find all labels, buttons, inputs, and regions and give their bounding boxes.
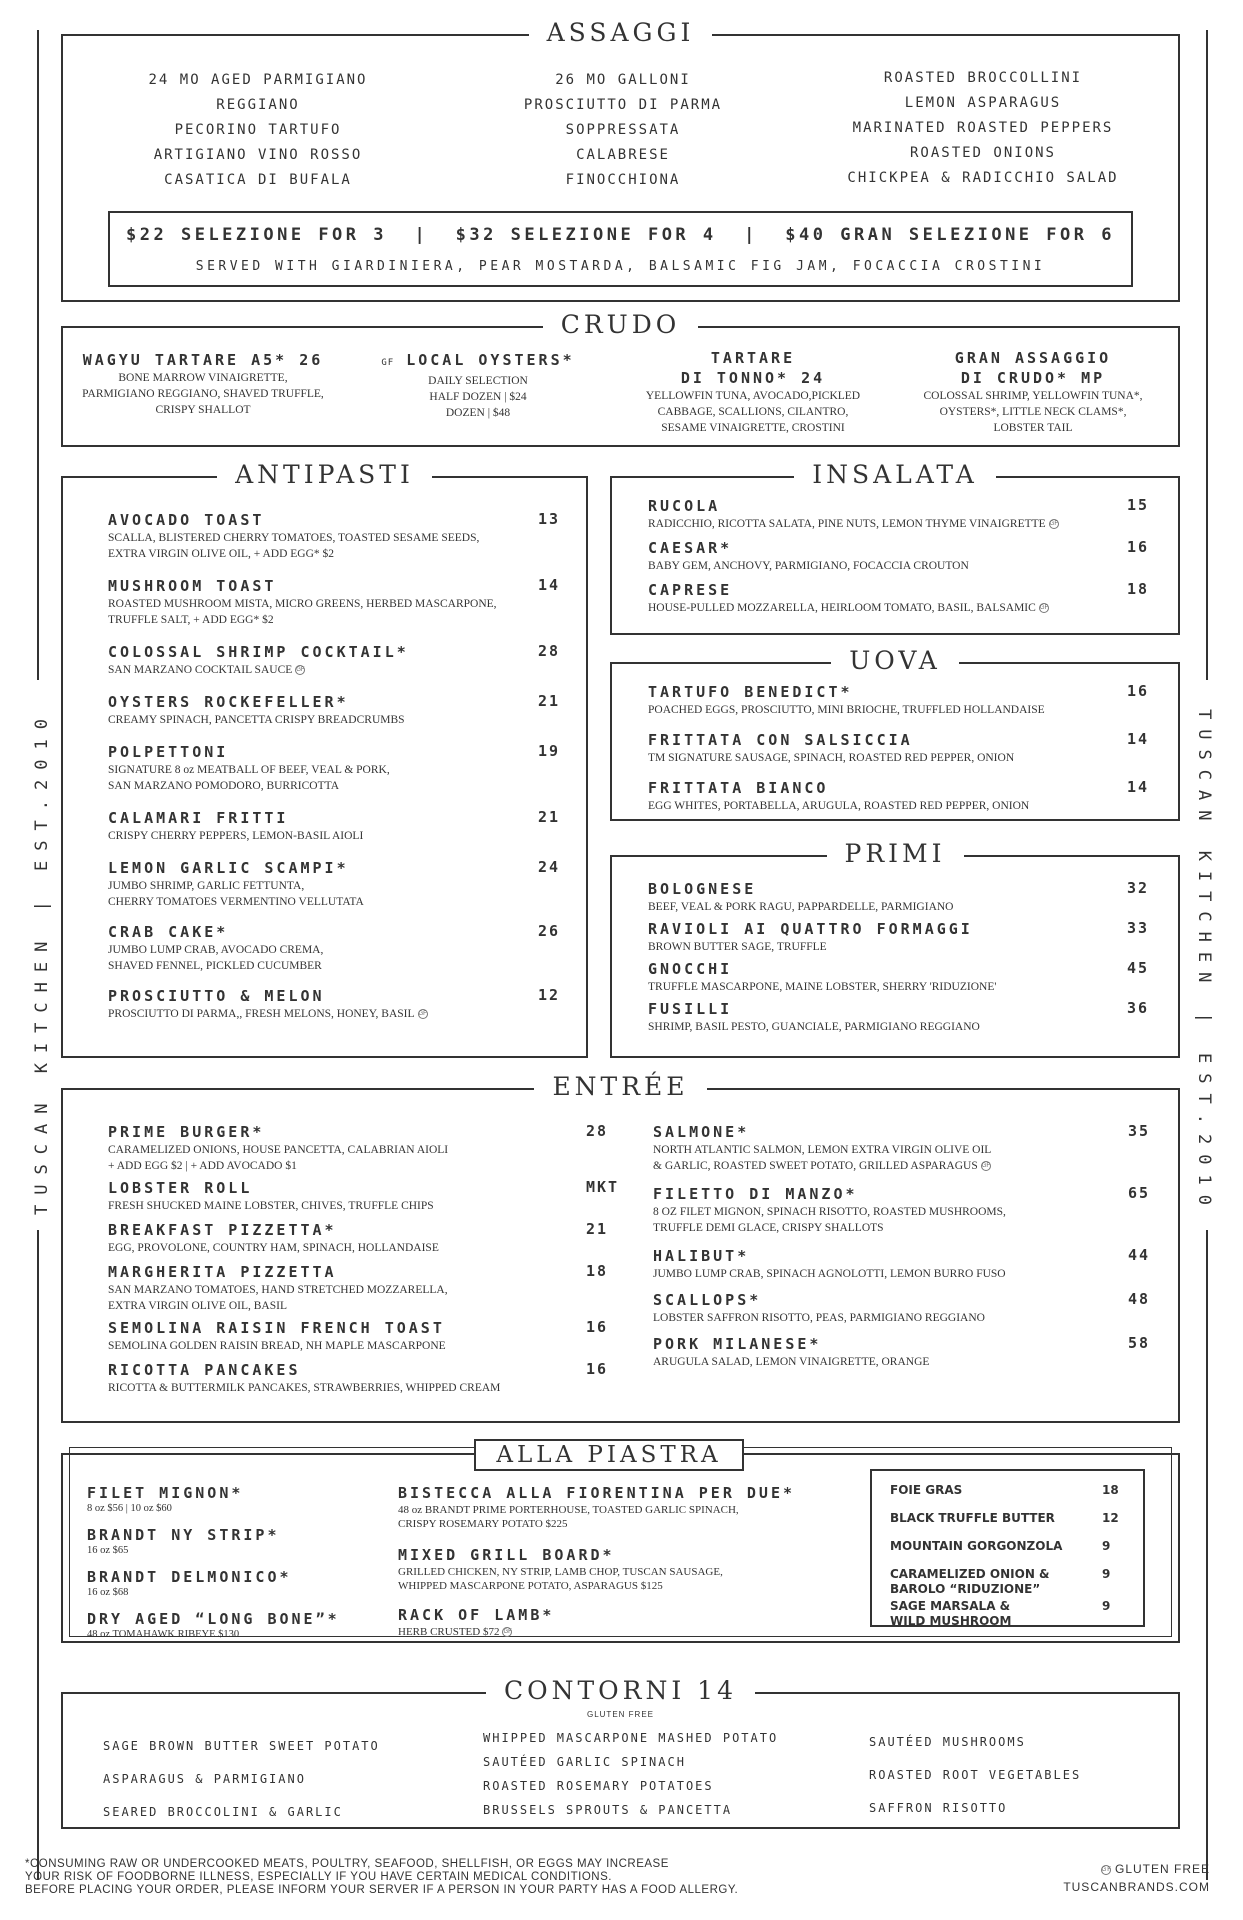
side-text-left: TUSCAN KITCHEN | EST.2010 [32, 709, 52, 1215]
piastra-steak: BRANDT DELMONICO* 16 oz $68 [87, 1568, 292, 1598]
item-price: 35 [1128, 1122, 1151, 1140]
primi-item: RAVIOLI AI QUATTRO FORMAGGI BROWN BUTTER SAGE, TRUFFLE [648, 920, 973, 953]
assaggi-meat-list [473, 68, 773, 193]
primi-section [610, 839, 1180, 1058]
list-item: MARINATED ROASTED PEPPERS [852, 120, 1114, 136]
assaggi-selection-box [108, 211, 1133, 287]
item-price: 21 [538, 808, 561, 826]
entree-item: SALMONE* NORTH ATLANTIC SALMON, LEMON EXTRA VIRGIN OLIVE OIL & GARLIC, ROASTED SWEET POTATO, GRILLED ASPARAGUS GF [653, 1123, 992, 1172]
antipasti-title: ANTIPASTI [217, 460, 432, 489]
list-item: SAUTÉED GARLIC SPINACH [483, 1755, 686, 1769]
item-price: 18 [586, 1262, 609, 1280]
list-item: PROSCIUTTO DI PARMA [523, 97, 723, 113]
item-price: 12 [538, 986, 561, 1004]
left-rail-top [37, 30, 39, 680]
list-item: ROASTED ROOT VEGETABLES [869, 1768, 1082, 1782]
antipasti-item: COLOSSAL SHRIMP COCKTAIL* SAN MARZANO COCKTAIL SAUCE GF [108, 643, 409, 676]
entree-item: PRIME BURGER* CARAMELIZED ONIONS, HOUSE PANCETTA, CALABRIAN AIOLI + ADD EGG $2 | + ADD AVOCADO $1 [108, 1123, 449, 1172]
piastra-addons-box [870, 1469, 1145, 1627]
antipasti-item: CALAMARI FRITTI CRISPY CHERRY PEPPERS, LEMON-BASIL AIOLI [108, 809, 364, 842]
piastra-feature: RACK OF LAMB* HERB CRUSTED $72 GF [398, 1606, 555, 1638]
footer-disclaimer: *CONSUMING RAW OR UNDERCOOKED MEATS, POULTRY, SEAFOOD, SHELLFISH, OR EGGS MAY INCREASE YOUR RISK OF FOODBORNE ILLNESS, ESPECIALLY IF YOU HAVE CERTAIN MEDICAL CONDITIONS. BEFORE PLACING YOUR ORDER, PLEASE INFORM YOUR SERVER IF A PERSON IN YOUR PARTY HAS A FOOD ALLERGY. [25, 1858, 739, 1896]
insalata-item: RUCOLA RADICCHIO, RICOTTA SALATA, PINE NUTS, LEMON THYME VINAIGRETTE GF [648, 497, 1059, 530]
item-name-line2: DI TONNO* 24 [680, 369, 826, 387]
list-item: ROASTED ROSEMARY POTATOES [483, 1779, 714, 1793]
list-item: BRUSSELS SPROUTS & PANCETTA [483, 1803, 733, 1817]
item-price: 44 [1128, 1246, 1151, 1264]
selection-prices: $22 SELEZIONE FOR 3 | $32 SELEZIONE FOR 4 | $40 GRAN SELEZIONE FOR 6 [126, 225, 1115, 245]
insalata-section [610, 460, 1180, 635]
contorni-subtitle: GLUTEN FREE [586, 1710, 654, 1719]
addon-item: FOIE GRAS [890, 1483, 963, 1497]
item-price: 19 [538, 742, 561, 760]
item-price: 16 [586, 1318, 609, 1336]
insalata-title: INSALATA [794, 460, 996, 489]
list-item: LEMON ASPARAGUS [904, 95, 1062, 111]
gluten-free-label: GLUTEN FREE [1114, 1862, 1210, 1876]
list-item: 24 MO AGED PARMIGIANO REGGIANO [148, 72, 368, 113]
entree-item: SCALLOPS* LOBSTER SAFFRON RISOTTO, PEAS, PARMIGIANO REGGIANO [653, 1291, 985, 1324]
footer-gluten-free-legend [1098, 1862, 1210, 1876]
item-name-line2: DI CRUDO* MP [960, 369, 1106, 387]
list-item: PECORINO TARTUFO [174, 122, 342, 138]
addon-price: 18 [1102, 1483, 1119, 1497]
list-item: ROASTED ONIONS [909, 145, 1056, 161]
entree-item: BREAKFAST PIZZETTA* EGG, PROVOLONE, COUNTRY HAM, SPINACH, HOLLANDAISE [108, 1221, 439, 1254]
footer-website[interactable]: TUSCANBRANDS.COM [1063, 1880, 1210, 1894]
gluten-free-icon: GF [418, 1011, 427, 1018]
uova-item: FRITTATA BIANCO EGG WHITES, PORTABELLA, ARUGULA, ROASTED RED PEPPER, ONION [648, 779, 1030, 812]
entree-item: MARGHERITA PIZZETTA SAN MARZANO TOMATOES, HAND STRETCHED MOZZARELLA, EXTRA VIRGIN OLIVE OIL, BASIL [108, 1263, 448, 1312]
crudo-item-tonno: TARTARE DI TONNO* 24 YELLOWFIN TUNA, AVOCADO,PICKLED CABBAGE, SCALLIONS, CILANTRO, SESAME VINAIGRETTE, CROSTINI [623, 348, 883, 436]
item-price: 14 [1127, 730, 1150, 748]
item-price: 16 [1127, 682, 1150, 700]
entree-item: PORK MILANESE* ARUGULA SALAD, LEMON VINAIGRETTE, ORANGE [653, 1335, 930, 1368]
item-price: 14 [538, 576, 561, 594]
assaggi-title: ASSAGGI [529, 18, 713, 47]
item-price: 65 [1128, 1184, 1151, 1202]
entree-item: FILETTO DI MANZO* 8 OZ FILET MIGNON, SPINACH RISOTTO, ROASTED MUSHROOMS, TRUFFLE DEMI GLACE, CRISPY SHALLOTS [653, 1185, 1006, 1234]
antipasti-item: POLPETTONI SIGNATURE 8 oz MEATBALL OF BEEF, VEAL & PORK, SAN MARZANO POMODORO, BURRICOTTA [108, 743, 390, 792]
entree-title: ENTRÉE [534, 1072, 706, 1101]
uova-title: UOVA [831, 646, 959, 675]
item-price: 21 [586, 1220, 609, 1238]
contorni-col-2 [483, 1726, 803, 1822]
gluten-free-icon: GF [981, 1163, 991, 1170]
piastra-feature: BISTECCA ALLA FIORENTINA PER DUE* 48 oz BRANDT PRIME PORTERHOUSE, TOASTED GARLIC SPINACH, CRISPY ROSEMARY POTATO $225 [398, 1484, 796, 1530]
item-price: 36 [1127, 999, 1150, 1017]
list-item: WHIPPED MASCARPONE MASHED POTATO [483, 1731, 779, 1745]
item-price: 21 [538, 692, 561, 710]
item-price: 28 [586, 1122, 609, 1140]
primi-title: PRIMI [827, 839, 964, 868]
antipasti-item: LEMON GARLIC SCAMPI* JUMBO SHRIMP, GARLIC FETTUNTA, CHERRY TOMATOES VERMENTINO VELLUTATA [108, 859, 364, 908]
addon-item: CARAMELIZED ONION & BAROLO “RIDUZIONE” [890, 1567, 1050, 1596]
entree-item: HALIBUT* JUMBO LUMP CRAB, SPINACH AGNOLOTTI, LEMON BURRO FUSO [653, 1247, 1006, 1280]
primi-item: BOLOGNESE BEEF, VEAL & PORK RAGU, PAPPARDELLE, PARMIGIANO [648, 880, 954, 913]
side-text-right: TUSCAN KITCHEN | EST.2010 [1194, 709, 1214, 1215]
antipasti-section [61, 460, 588, 1058]
item-name: GRAN ASSAGGIO [954, 349, 1112, 367]
antipasti-item: CRAB CAKE* JUMBO LUMP CRAB, AVOCADO CREMA, SHAVED FENNEL, PICKLED CUCUMBER [108, 923, 324, 972]
antipasti-item: MUSHROOM TOAST ROASTED MUSHROOM MISTA, MICRO GREENS, HERBED MASCARPONE, TRUFFLE SALT, + ADD EGG* $2 [108, 577, 497, 626]
entree-item: LOBSTER ROLL FRESH SHUCKED MAINE LOBSTER, CHIVES, TRUFFLE CHIPS [108, 1179, 434, 1212]
gluten-free-icon: GF [296, 667, 305, 674]
contorni-col-3 [869, 1726, 1129, 1825]
crudo-title: CRUDO [543, 310, 699, 339]
crudo-item-wagyu: WAGYU TARTARE A5* 26 BONE MARROW VINAIGRETTE, PARMIGIANO REGGIANO, SHAVED TRUFFLE, CRISPY SHALLOT [63, 350, 343, 418]
right-rail-top [1206, 30, 1208, 680]
item-name: WAGYU TARTARE A5* 26 [82, 351, 324, 369]
item-price: 33 [1127, 919, 1150, 937]
item-price: MKT [586, 1178, 620, 1196]
gluten-free-icon: GF [1039, 605, 1049, 612]
item-name: LOCAL OYSTERS* [406, 351, 575, 369]
gluten-free-icon: GF [1049, 521, 1059, 528]
item-price: 32 [1127, 879, 1150, 897]
list-item: SAUTÉED MUSHROOMS [869, 1735, 1026, 1749]
contorni-section [61, 1676, 1180, 1829]
list-item: SEARED BROCCOLINI & GARLIC [103, 1805, 343, 1819]
piastra-title: ALLA PIASTRA [496, 1442, 722, 1468]
addon-price: 9 [1102, 1539, 1111, 1553]
item-price: 48 [1128, 1290, 1151, 1308]
list-item: CHICKPEA & RADICCHIO SALAD [847, 170, 1119, 186]
primi-item: FUSILLI SHRIMP, BASIL PESTO, GUANCIALE, PARMIGIANO REGGIANO [648, 1000, 980, 1033]
gluten-free-icon: GF [1101, 1866, 1112, 1873]
contorni-col-1 [103, 1730, 403, 1829]
piastra-feature: MIXED GRILL BOARD* GRILLED CHICKEN, NY STRIP, LAMB CHOP, TUSCAN SAUSAGE, WHIPPED MASCARPONE POTATO, ASPARAGUS $125 [398, 1546, 723, 1592]
addon-item: SAGE MARSALA & WILD MUSHROOM [890, 1599, 1012, 1628]
item-price: 26 [538, 922, 561, 940]
crudo-item-gran-assaggio: GRAN ASSAGGIO DI CRUDO* MP COLOSSAL SHRIMP, YELLOWFIN TUNA*, OYSTERS*, LITTLE NECK CLAMS*, LOBSTER TAIL [903, 348, 1163, 436]
insalata-item: CAPRESE HOUSE-PULLED MOZZARELLA, HEIRLOOM TOMATO, BASIL, BALSAMIC GF [648, 581, 1049, 614]
addon-item: BLACK TRUFFLE BUTTER [890, 1511, 1055, 1525]
item-price: 18 [1127, 580, 1150, 598]
gluten-free-icon: GF [503, 1629, 512, 1636]
item-price: 14 [1127, 778, 1150, 796]
item-price: 16 [586, 1360, 609, 1378]
assaggi-vegetable-list [823, 66, 1143, 191]
list-item: SOPPRESSATA [565, 122, 681, 138]
list-item: CASATICA DI BUFALA [164, 172, 352, 188]
entree-item: RICOTTA PANCAKES RICOTTA & BUTTERMILK PANCAKES, STRAWBERRIES, WHIPPED CREAM [108, 1361, 501, 1394]
item-price: 24 [538, 858, 561, 876]
item-name: TARTARE [710, 349, 796, 367]
uova-item: FRITTATA CON SALSICCIA TM SIGNATURE SAUSAGE, SPINACH, ROASTED RED PEPPER, ONION [648, 731, 1015, 764]
antipasti-item: AVOCADO TOAST SCALLA, BLISTERED CHERRY TOMATOES, TOASTED SESAME SEEDS, EXTRA VIRGIN OLIVE OIL, + ADD EGG* $2 [108, 511, 480, 560]
piastra-steak: FILET MIGNON* 8 oz $56 | 10 oz $60 [87, 1484, 244, 1514]
list-item: 26 MO GALLONI [555, 72, 691, 88]
left-rail-bottom [37, 1230, 39, 1880]
item-price: 15 [1127, 496, 1150, 514]
item-price: 45 [1127, 959, 1150, 977]
list-item: ROASTED BROCCOLLINI [883, 70, 1083, 86]
right-rail-bottom [1206, 1230, 1208, 1880]
piastra-steak: DRY AGED “LONG BONE”* 48 oz TOMAHAWK RIBEYE $130 [87, 1610, 340, 1640]
served-with: SERVED WITH GIARDINIERA, PEAR MOSTARDA, BALSAMIC FIG JAM, FOCACCIA CROSTINI [195, 259, 1046, 274]
list-item: FINOCCHIONA [565, 172, 681, 188]
gf-prefix: GF [381, 358, 395, 368]
addon-price: 12 [1102, 1511, 1119, 1525]
antipasti-item: PROSCIUTTO & MELON PROSCIUTTO DI PARMA,, FRESH MELONS, HONEY, BASIL GF [108, 987, 427, 1020]
addon-price: 9 [1102, 1567, 1111, 1581]
contorni-title: CONTORNI 14 [486, 1676, 755, 1705]
list-item: SAFFRON RISOTTO [869, 1801, 1008, 1815]
antipasti-item: OYSTERS ROCKEFELLER* CREAMY SPINACH, PANCETTA CRISPY BREADCRUMBS [108, 693, 405, 726]
list-item: ASPARAGUS & PARMIGIANO [103, 1772, 306, 1786]
list-item: CALABRESE [576, 147, 670, 163]
addon-item: MOUNTAIN GORGONZOLA [890, 1539, 1063, 1553]
insalata-item: CAESAR* BABY GEM, ANCHOVY, PARMIGIANO, FOCACCIA CROUTON [648, 539, 969, 572]
uova-section [610, 646, 1180, 821]
list-item: SAGE BROWN BUTTER SWEET POTATO [103, 1739, 380, 1753]
item-price: 13 [538, 510, 561, 528]
entree-section [61, 1072, 1180, 1423]
list-item: ARTIGIANO VINO ROSSO [153, 147, 363, 163]
entree-item: SEMOLINA RAISIN FRENCH TOAST SEMOLINA GOLDEN RAISIN BREAD, NH MAPLE MASCARPONE [108, 1319, 446, 1352]
item-price: 28 [538, 642, 561, 660]
item-price: 58 [1128, 1334, 1151, 1352]
piastra-steak: BRANDT NY STRIP* 16 oz $65 [87, 1526, 280, 1556]
assaggi-section [61, 18, 1180, 302]
addon-price: 9 [1102, 1599, 1111, 1613]
primi-item: GNOCCHI TRUFFLE MASCARPONE, MAINE LOBSTER, SHERRY 'RIDUZIONE' [648, 960, 997, 993]
assaggi-cheese-list [103, 68, 413, 193]
piastra-title-box [474, 1439, 744, 1471]
uova-item: TARTUFO BENEDICT* POACHED EGGS, PROSCIUTTO, MINI BRIOCHE, TRUFFLED HOLLANDAISE [648, 683, 1045, 716]
piastra-section [61, 1442, 1180, 1643]
item-price: 16 [1127, 538, 1150, 556]
crudo-item-oysters: GF LOCAL OYSTERS* DAILY SELECTION HALF DOZEN | $24 DOZEN | $48 [381, 351, 575, 419]
crudo-section [61, 310, 1180, 447]
